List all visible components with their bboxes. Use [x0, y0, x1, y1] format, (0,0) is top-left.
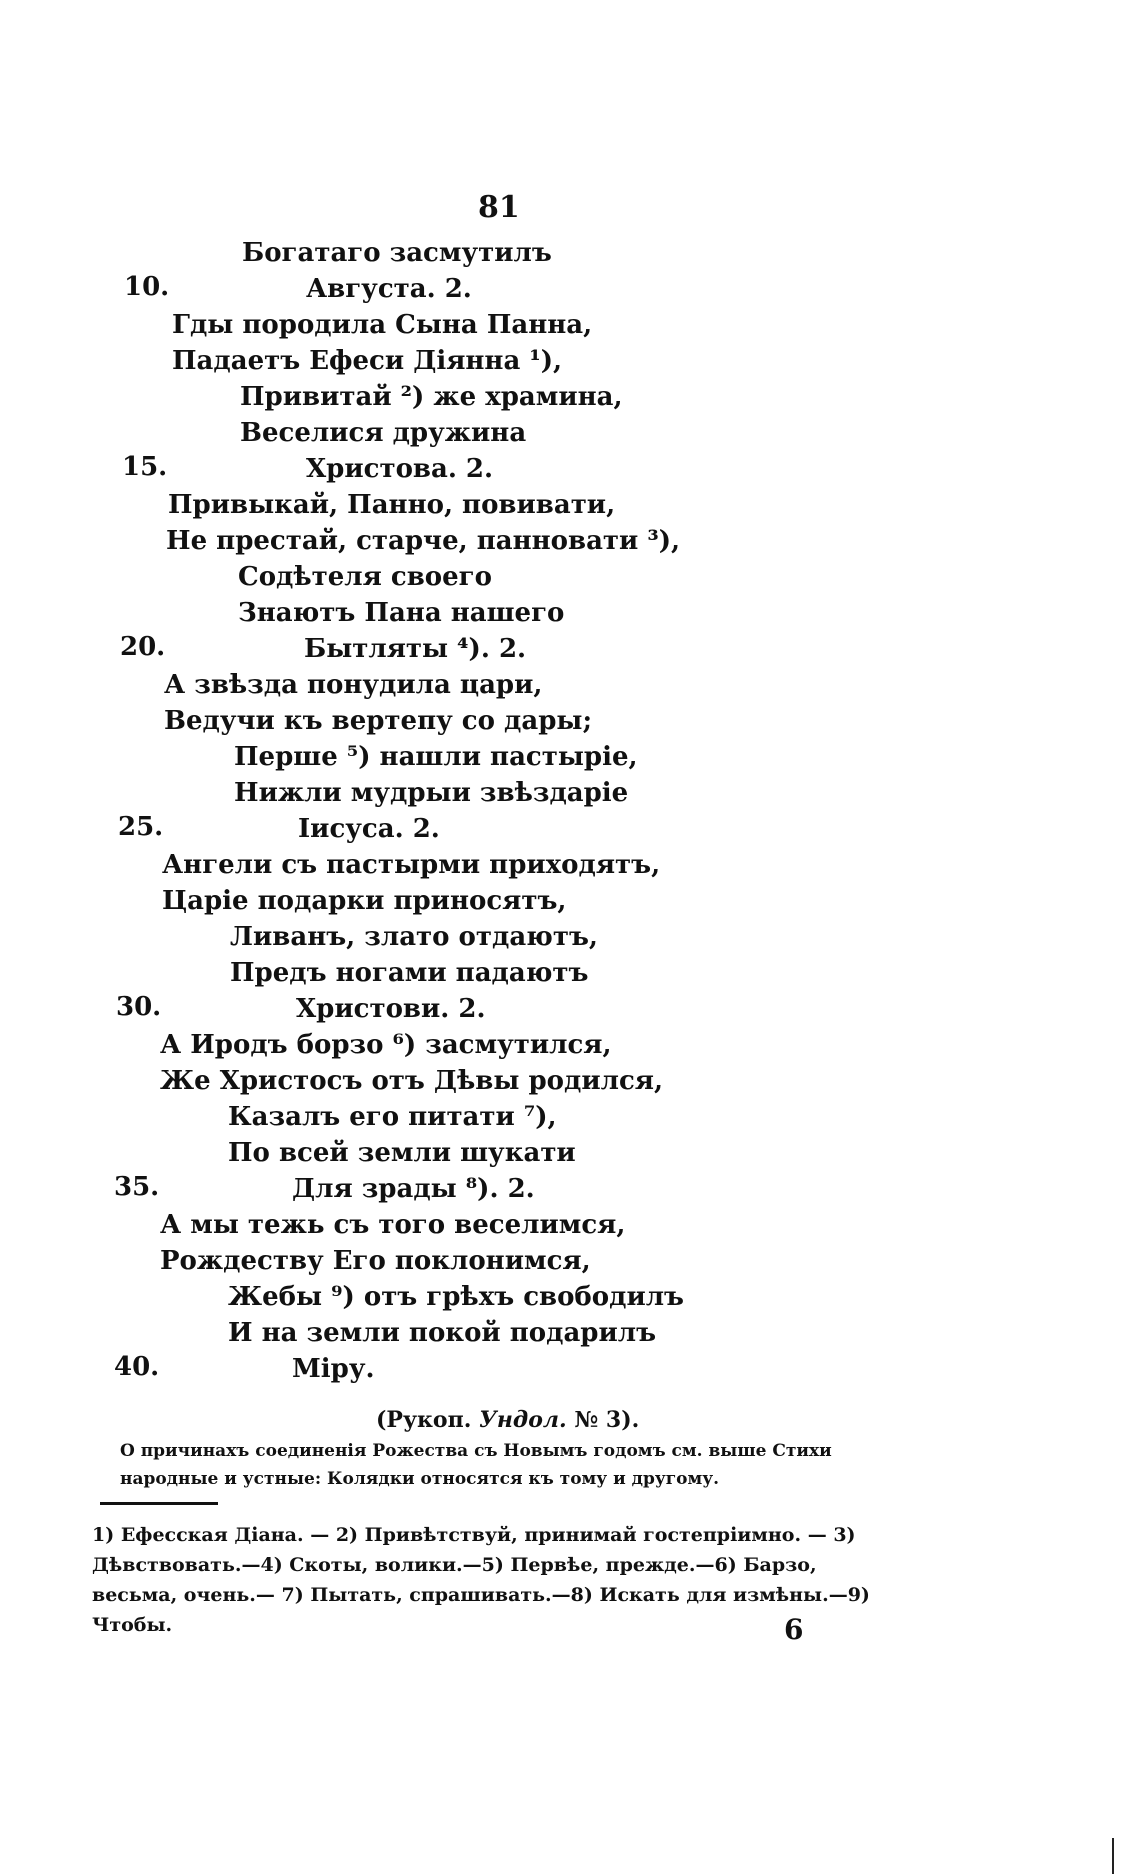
- verse-line-19: Царіе подарки приносятъ,: [162, 886, 567, 916]
- verse-line-30: Жебы ⁹) отъ грѣхъ свободилъ: [228, 1282, 685, 1312]
- verse-line-17: Іисуса. 2.: [298, 814, 440, 844]
- verse-line-22: Христови. 2.: [296, 994, 486, 1024]
- verse-line-23: А Иродъ борзо ⁶) засмутился,: [160, 1030, 612, 1060]
- line-number-35: 35.: [114, 1172, 160, 1202]
- footnote-divider: [100, 1502, 218, 1505]
- verse-line-11: Знаютъ Пана нашего: [238, 598, 565, 628]
- verse-line-6: Веселися дружина: [240, 418, 527, 448]
- line-number-40: 40.: [114, 1352, 160, 1382]
- verse-line-21: Предъ ногами падаютъ: [230, 958, 589, 988]
- verse-line-20: Ливанъ, злато отдаютъ,: [230, 922, 598, 952]
- verse-line-7: Христова. 2.: [306, 454, 494, 484]
- editorial-note: О причинахъ соединенія Рожества съ Новымъ годомъ см. выше Стихи народные и устные: Колядки относятся къ тому и другому.: [120, 1441, 832, 1489]
- verse-line-5: Привитай ²) же храмина,: [240, 382, 623, 412]
- verse-line-4: Падаетъ Ефеси Діянна ¹),: [172, 346, 563, 376]
- source-close: № 3).: [574, 1407, 640, 1433]
- verse-line-18: Ангели съ пастырми приходятъ,: [162, 850, 661, 880]
- verse-line-32: Міру.: [292, 1354, 375, 1384]
- verse-line-1: Богатаго засмутилъ: [242, 238, 552, 268]
- verse-line-31: И на земли покой подарилъ: [228, 1318, 657, 1348]
- scan-edge-mark: [1112, 1838, 1114, 1874]
- verse-line-9: Не престай, старче, панновати ³),: [166, 526, 681, 556]
- verse-line-3: Гды породила Сына Панна,: [172, 310, 593, 340]
- verse-line-28: А мы тежь съ того веселимся,: [160, 1210, 626, 1240]
- verse-line-14: Ведучи къ вертепу со дары;: [164, 706, 593, 736]
- verse-line-2: Августа. 2.: [306, 274, 472, 304]
- verse-line-16: Нижли мудрыи звѣздаріе: [234, 778, 629, 808]
- line-number-15: 15.: [122, 452, 168, 482]
- verse-line-15: Перше ⁵) нашли пастыріе,: [234, 742, 638, 772]
- verse-line-13: А звѣзда понудила цари,: [164, 670, 543, 700]
- line-number-20: 20.: [120, 632, 166, 662]
- line-number-10: 10.: [124, 272, 170, 302]
- verse-line-26: По всей земли шукати: [228, 1138, 576, 1168]
- page-number: 81: [478, 190, 520, 225]
- source-manuscript: Ундол.: [479, 1407, 567, 1433]
- verse-line-12: Бытляты ⁴). 2.: [304, 634, 527, 664]
- verse-line-27: Для зрады ⁸). 2.: [292, 1174, 535, 1204]
- source-open: (Рукоп.: [376, 1407, 472, 1433]
- signature-mark: 6: [784, 1613, 804, 1646]
- verse-line-29: Рождеству Его поклонимся,: [160, 1246, 591, 1276]
- source-citation: [376, 1407, 639, 1433]
- verse-line-8: Привыкай, Панно, повивати,: [168, 490, 616, 520]
- verse-line-24: Же Христосъ отъ Дѣвы родился,: [160, 1066, 664, 1096]
- line-number-25: 25.: [118, 812, 164, 842]
- footnotes: 1) Ефесская Діана. — 2) Привѣтствуй, принимай гостепріимно. — 3) Дѣвствовать.—4) Скоты, волики.—5) Первѣе, прежде.—6) Барзо, весьма, очень.— 7) Пытать, спрашивать.—8) Искать для измѣны.—9) Чтобы.: [92, 1524, 870, 1636]
- verse-line-25: Казалъ его питати ⁷),: [228, 1102, 557, 1132]
- line-number-30: 30.: [116, 992, 162, 1022]
- verse-line-10: Содѣтеля своего: [238, 562, 492, 592]
